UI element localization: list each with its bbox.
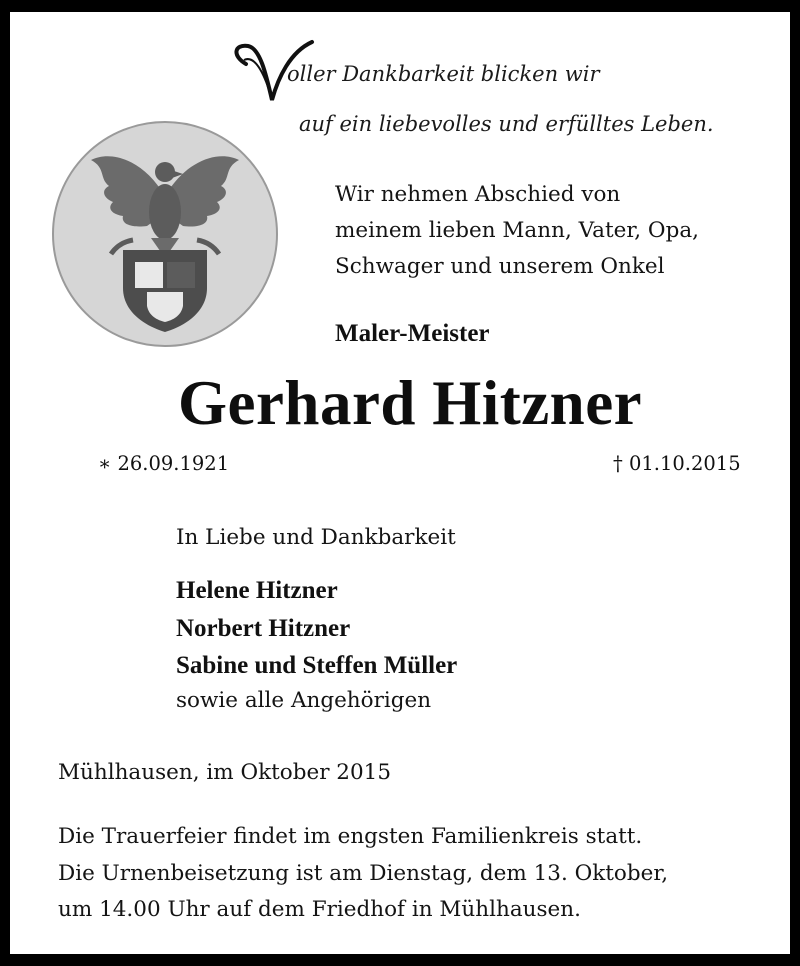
farewell-line-3: Schwager und unserem Onkel: [335, 254, 665, 279]
mourners-others: sowie alle Angehörigen: [176, 688, 432, 713]
mourners-intro: In Liebe und Dankbarkeit: [176, 525, 456, 550]
intro-line-2: auf ein liebevolles und erfülltes Leben.: [299, 112, 714, 136]
eagle-shield-crest-icon: [51, 120, 279, 348]
funeral-line-3: um 14.00 Uhr auf dem Friedhof in Mühlhausen.: [58, 897, 581, 922]
profession-title: Maler-Meister: [335, 320, 490, 347]
death-date: † 01.10.2015: [613, 452, 741, 475]
funeral-line-1: Die Trauerfeier findet im engsten Familienkreis statt.: [58, 824, 643, 849]
mourner-name: Norbert Hitzner: [176, 615, 351, 642]
birth-date: ∗ 26.09.1921: [98, 452, 230, 475]
intro-line-1: oller Dankbarkeit blicken wir: [287, 62, 600, 86]
funeral-line-2: Die Urnenbeisetzung ist am Dienstag, dem 13. Oktober,: [58, 861, 669, 886]
mourner-name: Helene Hitzner: [176, 577, 338, 604]
obituary-notice: [10, 12, 790, 954]
farewell-line-1: Wir nehmen Abschied von: [335, 182, 621, 207]
deceased-name: Gerhard Hitzner: [178, 368, 643, 438]
place-date: Mühlhausen, im Oktober 2015: [58, 760, 392, 785]
farewell-line-2: meinem lieben Mann, Vater, Opa,: [335, 218, 699, 243]
mourner-name: Sabine und Steffen Müller: [176, 652, 458, 679]
